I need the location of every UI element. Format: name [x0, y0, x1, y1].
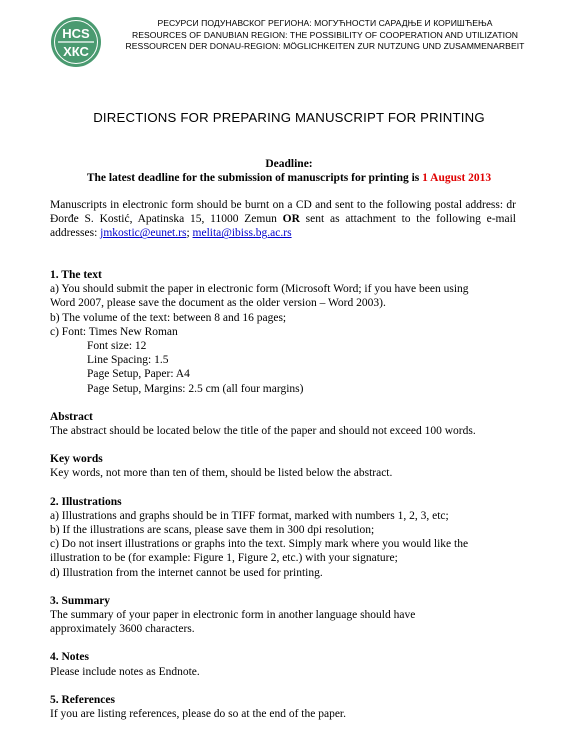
- hcs-logo: [50, 16, 102, 68]
- logo-text-top: HCS: [62, 26, 90, 41]
- references-body: If you are listing references, please do so at the end of the paper.: [50, 708, 347, 721]
- paper-item: Page Setup, Paper: A4: [87, 368, 190, 381]
- email-link-jmkostic[interactable]: jmkostic@eunet.rs: [100, 227, 187, 240]
- intro-separator: ;: [186, 227, 193, 240]
- deadline-label: Deadline:: [265, 158, 313, 170]
- font-size-item: Font size: 12: [87, 340, 147, 353]
- illustrations-item-b: b) If the illustrations are scans, please save them in 300 dpi resolution;: [50, 524, 375, 537]
- deadline-date: 1 August 2013: [422, 172, 492, 185]
- intro-paragraph: [50, 198, 516, 241]
- section-title: 5. References: [50, 693, 115, 706]
- conference-header: [110, 18, 540, 53]
- section-text: [50, 268, 530, 396]
- intro-or: OR: [282, 213, 300, 226]
- line-spacing-item: Line Spacing: 1.5: [87, 354, 169, 367]
- section-keywords: [50, 452, 530, 480]
- margins-item: Page Setup, Margins: 2.5 cm (all four margins): [87, 382, 304, 395]
- illustrations-item-c-line2: illustration to be (for example: Figure 1, Figure 2, etc.) with your signature;: [50, 552, 398, 565]
- illustrations-item-c-line1: c) Do not insert illustrations or graphs into the text. Simply mark where you would like the: [50, 538, 469, 551]
- illustrations-item-d: d) Illustration from the internet cannot be used for printing.: [50, 566, 323, 579]
- section-references: [50, 693, 530, 721]
- text-item-b: b) The volume of the text: between 8 and 16 pages;: [50, 311, 287, 324]
- email-link-melita[interactable]: melita@ibiss.bg.ac.rs: [192, 227, 292, 240]
- section-title: 4. Notes: [50, 651, 89, 664]
- text-item-a-line2: Word 2007, please save the document as the older version – Word 2003).: [50, 297, 386, 310]
- section-title: Key words: [50, 453, 103, 466]
- sections: [50, 268, 530, 735]
- abstract-body: The abstract should be located below the title of the paper and should not exceed 100 words.: [50, 425, 476, 438]
- notes-body: Please include notes as Endnote.: [50, 665, 200, 678]
- deadline-sentence: [40, 171, 538, 185]
- header-line-german: RESSOURCEN DER DONAU-REGION: MÖGLICHKEITEN ZUR NUTZUNG UND ZUSAMMENARBEIT: [125, 41, 525, 51]
- page-title: DIRECTIONS FOR PREPARING MANUSCRIPT FOR PRINTING: [93, 110, 485, 125]
- header-line-serbian: РЕСУРСИ ПОДУНАВСКОГ РЕГИОНА: МОГУЋНОСТИ САРАДЊЕ И КОРИШЋЕЊА: [157, 18, 493, 28]
- section-title: 3. Summary: [50, 594, 111, 607]
- section-notes: [50, 650, 530, 678]
- header-line-english: RESOURCES OF DANUBIAN REGION: THE POSSIBILITY OF COOPERATION AND UTILIZATION: [131, 29, 519, 40]
- deadline-text: The latest deadline for the submission of manuscripts for printing is: [86, 172, 423, 185]
- section-summary: [50, 594, 530, 637]
- intro-part2: sent as attachment to the following e-mail addresses:: [50, 213, 516, 240]
- section-title: 2. Illustrations: [50, 495, 122, 508]
- logo-text-bottom: ХКС: [63, 44, 89, 59]
- keywords-body: Key words, not more than ten of them, should be listed below the abstract.: [50, 467, 393, 480]
- text-item-a-line1: a) You should submit the paper in electronic form (Microsoft Word; if you have been using: [50, 283, 469, 296]
- summary-line2: approximately 3600 characters.: [50, 623, 195, 636]
- section-illustrations: [50, 495, 530, 580]
- section-title: Abstract: [50, 410, 93, 423]
- intro-part1: Manuscripts in electronic form should be burnt on a CD and sent to the following postal address: dr Đorđe S. Kostić, Apatinska 15, 11000 Zemun: [50, 199, 516, 226]
- section-abstract: [50, 410, 530, 438]
- section-title: 1. The text: [50, 269, 102, 281]
- illustrations-item-a: a) Illustrations and graphs should be in TIFF format, marked with numbers 1, 2, 3, etc;: [50, 509, 449, 522]
- summary-line1: The summary of your paper in electronic form in another language should have: [50, 609, 416, 622]
- deadline-block: [40, 157, 538, 185]
- text-item-c: c) Font: Times New Roman: [50, 325, 178, 338]
